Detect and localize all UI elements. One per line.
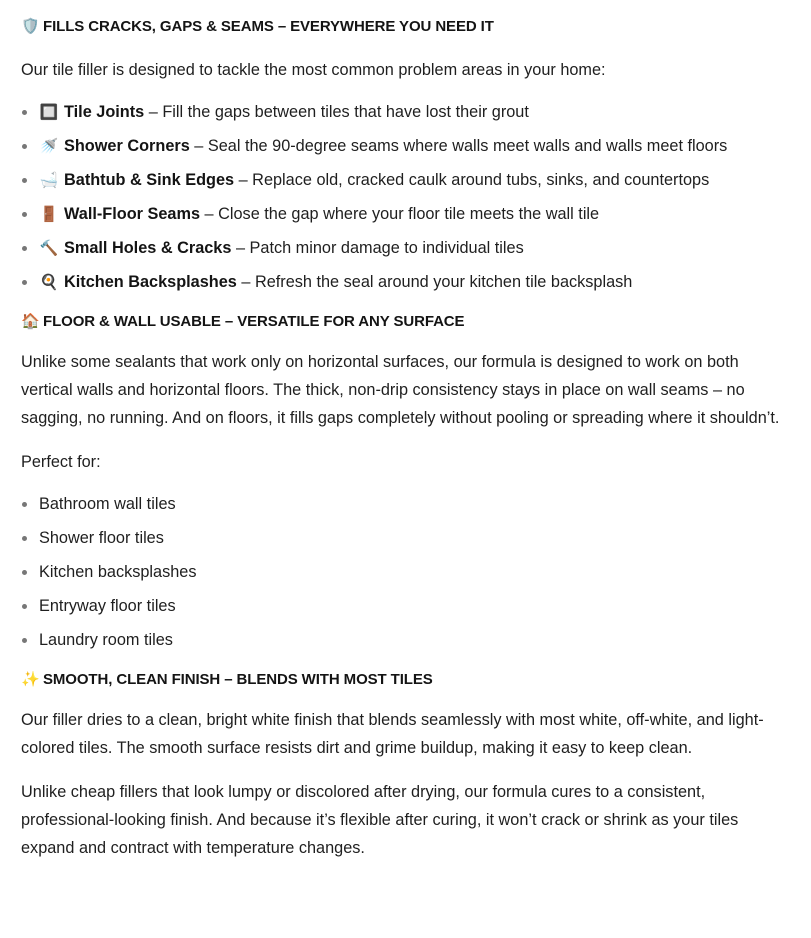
surfaces-list [21, 492, 791, 662]
list-item-term: Kitchen Backsplashes [64, 273, 237, 291]
list-item-desc: – Fill the gaps between tiles that have lost their grout [144, 103, 529, 121]
list-item [21, 168, 791, 202]
section-heading-fills [21, 17, 791, 35]
house-icon: 🏠 [21, 313, 40, 330]
list-item [21, 594, 791, 628]
perfect-for-label: Perfect for: [21, 453, 101, 471]
section-body: Unlike some sealants that work only on horizontal surfaces, our formula is designed to work on both vertical walls and horizontal floors. The thick, non-drip consistency stays in place on wall seams – no sagging, no running. And on floors, it fills gaps completely without pooling or spreading where it shouldn’t. [21, 353, 780, 427]
list-item-text: Bathroom wall tiles [39, 495, 176, 513]
section-heading-floor-wall [21, 312, 791, 330]
door-icon: 🚪 [39, 206, 59, 223]
list-item-term: Bathtub & Sink Edges [64, 171, 235, 189]
list-item [21, 526, 791, 560]
list-item [21, 202, 791, 236]
list-item-desc: – Patch minor damage to individual tiles [231, 239, 524, 257]
shield-icon: 🛡️ [21, 18, 40, 35]
section-intro: Our tile filler is designed to tackle the most common problem areas in your home: [21, 61, 606, 79]
list-item [21, 628, 791, 662]
document [0, 17, 811, 862]
bathtub-icon: 🛁 [39, 172, 59, 189]
list-item-term: Shower Corners [64, 137, 190, 155]
list-item [21, 134, 791, 168]
section-heading-finish [21, 670, 791, 688]
list-item-term: Wall-Floor Seams [64, 205, 201, 223]
list-item-text: Laundry room tiles [39, 631, 173, 649]
list-item [21, 492, 791, 526]
list-item-desc: – Refresh the seal around your kitchen tile backsplash [236, 273, 633, 291]
list-item [21, 236, 791, 270]
section-body: Our filler dries to a clean, bright white finish that blends seamlessly with most white, off-white, and light-colored tiles. The smooth surface resists dirt and grime buildup, making it easy to keep clean. [21, 711, 764, 757]
hammer-icon: 🔨 [39, 240, 59, 257]
list-item [21, 560, 791, 594]
section-body: Unlike cheap fillers that look lumpy or discolored after drying, our formula cures to a consistent, professional-looking finish. And because it’s flexible after curing, it won’t crack or shrink as your tiles expand and contract with temperature changes. [21, 783, 739, 857]
list-item-desc: – Seal the 90-degree seams where walls meet walls and walls meet floors [189, 137, 728, 155]
list-item-desc: – Close the gap where your floor tile meets the wall tile [200, 205, 600, 223]
list-item-desc: – Replace old, cracked caulk around tubs, sinks, and countertops [234, 171, 710, 189]
section-title: FILLS CRACKS, GAPS & SEAMS – EVERYWHERE YOU NEED IT [43, 17, 494, 35]
frying-pan-icon: 🍳 [39, 274, 59, 291]
sparkles-icon: ✨ [21, 671, 40, 688]
shower-icon: 🚿 [39, 138, 59, 155]
tile-joint-icon: 🔲 [39, 104, 59, 121]
list-item-text: Kitchen backsplashes [39, 563, 197, 581]
section-title: SMOOTH, CLEAN FINISH – BLENDS WITH MOST TILES [43, 670, 433, 688]
list-item-term: Small Holes & Cracks [64, 239, 232, 257]
list-item-text: Shower floor tiles [39, 529, 164, 547]
list-item-text: Entryway floor tiles [39, 597, 176, 615]
list-item [21, 270, 791, 304]
problem-areas-list [21, 100, 791, 304]
list-item-term: Tile Joints [64, 103, 145, 121]
section-title: FLOOR & WALL USABLE – VERSATILE FOR ANY SURFACE [43, 312, 465, 330]
list-item [21, 100, 791, 134]
